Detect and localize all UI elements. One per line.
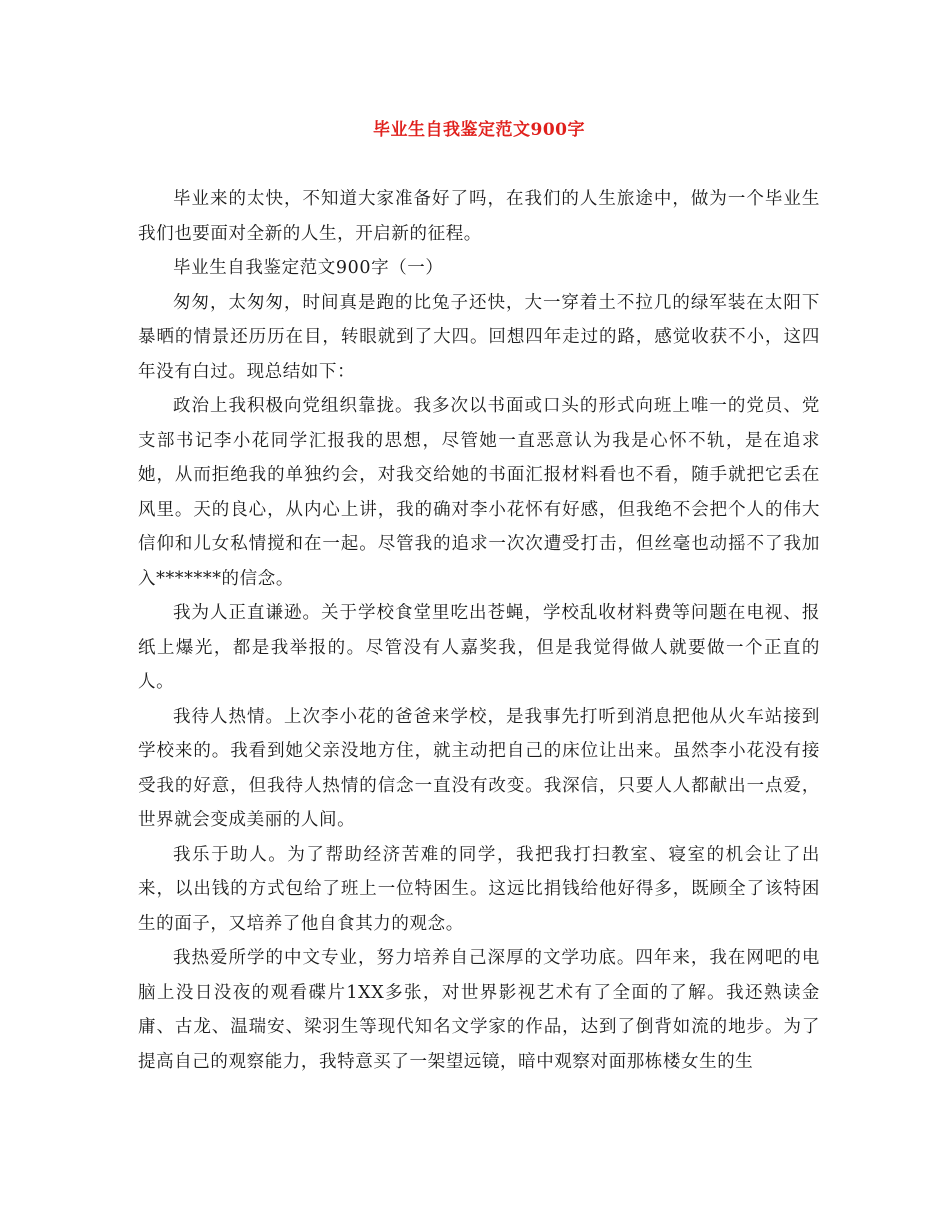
paragraph-hospitality: 我待人热情。上次李小花的爸爸来学校，是我事先打听到消息把他从火车站接到学校来的。我看到她父亲没地方住，就主动把自己的床位让出来。虽然李小花没有接受我的好意，但我待人热情的信念一直没有改变。我深信，只要人人都献出一点爱，世界就会变成美丽的人间。 (138, 706, 820, 830)
paragraph-intro: 毕业来的太快，不知道大家准备好了吗，在我们的人生旅途中，做为一个毕业生我们也要面对全新的人生，开启新的征程。 (138, 189, 820, 244)
paragraph-section-heading: 毕业生自我鉴定范文900字（一） (173, 258, 444, 278)
paragraph-major: 我热爱所学的中文专业，努力培养自己深厚的文学功底。四年来，我在网吧的电脑上没日没夜的观看碟片1XX多张，对世界影视艺术有了全面的了解。我还熟读金庸、古龙、温瑞安、梁羽生等现代知名文学家的作品，达到了倒背如流的地步。为了提高自己的观察能力，我特意买了一架望远镜，暗中观察对面那栋楼女生的生 (138, 948, 820, 1072)
paragraph-opening: 匆匆，太匆匆，时间真是跑的比兔子还快，大一穿着土不拉几的绿军装在太阳下暴晒的情景还历历在目，转眼就到了大四。回想四年走过的路，感觉收获不小，这四年没有白过。现总结如下： (138, 292, 820, 382)
paragraph-integrity: 我为人正直谦逊。关于学校食堂里吃出苍蝇，学校乱收材料费等问题在电视、报纸上爆光，都是我举报的。尽管没有人嘉奖我，但是我觉得做人就要做一个正直的人。 (138, 603, 820, 692)
document-title: 毕业生自我鉴定范文900字 (373, 120, 585, 140)
paragraph-helping-others: 我乐于助人。为了帮助经济苦难的同学，我把我打扫教室、寝室的机会让了出来，以出钱的方式包给了班上一位特困生。这远比捐钱给他好得多，既顾全了该特困生的面子，又培养了他自食其力的观念。 (138, 844, 820, 934)
paragraph-politics: 政治上我积极向党组织靠拢。我多次以书面或口头的形式向班上唯一的党员、党支部书记李小花同学汇报我的思想，尽管她一直恶意认为我是心怀不轨，是在追求她，从而拒绝我的单独约会，对我交给她的书面汇报材料看也不看，随手就把它丢在风里。天的良心，从内心上讲，我的确对李小花怀有好感，但我绝不会把个人的伟大信仰和儿女私情搅和在一起。尽管我的追求一次次遭受打击，但丝毫也动摇不了我加入*******的信念。 (138, 396, 820, 589)
